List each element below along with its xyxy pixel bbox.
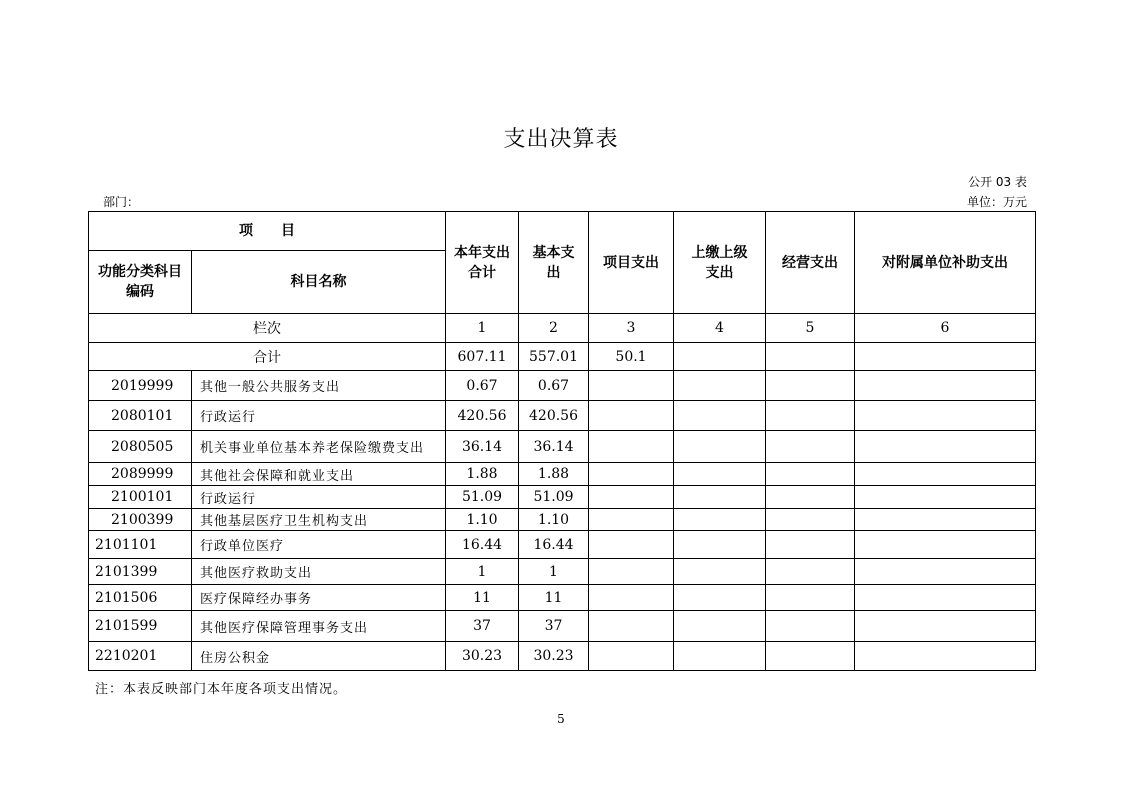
- function-code-cell: 2019999: [89, 371, 192, 401]
- table-row: [89, 431, 1036, 463]
- item-name-cell: 行政运行: [192, 486, 446, 509]
- table-row: [89, 463, 1036, 486]
- item-name-cell: 其他基层医疗卫生机构支出: [192, 509, 446, 531]
- header-operating-expenditure: 经营支出: [766, 212, 855, 314]
- table-row: [89, 401, 1036, 431]
- amount-cell: 1.88: [446, 463, 519, 486]
- sum-label: 合计: [89, 343, 446, 371]
- amount-cell: 36.14: [519, 431, 589, 463]
- item-name-cell: 其他社会保障和就业支出: [192, 463, 446, 486]
- amount-cell: 16.44: [446, 531, 519, 559]
- function-code-cell: 2089999: [89, 463, 192, 486]
- amount-cell: [855, 642, 1036, 671]
- amount-cell: [855, 463, 1036, 486]
- amount-cell: [589, 559, 674, 585]
- item-name-cell: 行政运行: [192, 401, 446, 431]
- header-project: 项 目: [89, 212, 446, 251]
- table-row: [89, 371, 1036, 401]
- amount-cell: [674, 371, 766, 401]
- amount-cell: 37: [519, 611, 589, 642]
- function-code-cell: 2100101: [89, 486, 192, 509]
- column-number: 3: [589, 314, 674, 343]
- header-subsidy-expenditure: 对附属单位补助支出: [855, 212, 1036, 314]
- column-number: 5: [766, 314, 855, 343]
- function-code-cell: 2101399: [89, 559, 192, 585]
- amount-cell: [766, 401, 855, 431]
- amount-cell: [766, 531, 855, 559]
- amount-cell: [674, 585, 766, 611]
- function-code-cell: 2080101: [89, 401, 192, 431]
- amount-cell: [766, 463, 855, 486]
- column-number-label: 栏次: [89, 314, 446, 343]
- amount-cell: [855, 371, 1036, 401]
- amount-cell: 51.09: [446, 486, 519, 509]
- item-name-cell: 其他一般公共服务支出: [192, 371, 446, 401]
- item-name-cell: 其他医疗保障管理事务支出: [192, 611, 446, 642]
- table-row: [89, 486, 1036, 509]
- amount-cell: 1.88: [519, 463, 589, 486]
- amount-cell: 36.14: [446, 431, 519, 463]
- amount-cell: [674, 486, 766, 509]
- amount-cell: [674, 611, 766, 642]
- sum-value: 607.11: [446, 343, 519, 371]
- column-number-row: [89, 314, 1036, 343]
- amount-cell: [766, 431, 855, 463]
- department-label: 部门：: [103, 195, 140, 209]
- amount-cell: [766, 559, 855, 585]
- table-row: [89, 611, 1036, 642]
- amount-cell: [674, 559, 766, 585]
- amount-cell: 0.67: [519, 371, 589, 401]
- table-row: [89, 531, 1036, 559]
- amount-cell: 30.23: [519, 642, 589, 671]
- page-title: 支出决算表: [503, 127, 619, 152]
- column-number: 1: [446, 314, 519, 343]
- amount-cell: 420.56: [519, 401, 589, 431]
- amount-cell: [589, 585, 674, 611]
- amount-cell: 1: [519, 559, 589, 585]
- header-function-code: 功能分类科目编码: [89, 251, 192, 314]
- item-name-cell: 机关事业单位基本养老保险缴费支出: [192, 431, 446, 463]
- form-number: 公开 03 表: [968, 175, 1027, 189]
- amount-cell: 30.23: [446, 642, 519, 671]
- column-number: 6: [855, 314, 1036, 343]
- header-total-expenditure: 本年支出合计: [446, 212, 519, 314]
- amount-cell: [674, 509, 766, 531]
- page-number: 5: [557, 712, 565, 726]
- amount-cell: 1.10: [519, 509, 589, 531]
- function-code-cell: 2101599: [89, 611, 192, 642]
- sum-value: 557.01: [519, 343, 589, 371]
- amount-cell: [674, 431, 766, 463]
- amount-cell: [766, 585, 855, 611]
- amount-cell: [589, 463, 674, 486]
- column-number: 4: [674, 314, 766, 343]
- amount-cell: [855, 531, 1036, 559]
- function-code-cell: 2101506: [89, 585, 192, 611]
- amount-cell: [674, 642, 766, 671]
- expenditure-table: [88, 211, 1036, 671]
- item-name-cell: 住房公积金: [192, 642, 446, 671]
- amount-cell: [855, 559, 1036, 585]
- table-row: [89, 559, 1036, 585]
- amount-cell: 0.67: [446, 371, 519, 401]
- amount-cell: [766, 642, 855, 671]
- amount-cell: 16.44: [519, 531, 589, 559]
- amount-cell: 11: [519, 585, 589, 611]
- table-note: 注：本表反映部门本年度各项支出情况。: [95, 682, 348, 697]
- amount-cell: [855, 585, 1036, 611]
- amount-cell: 51.09: [519, 486, 589, 509]
- amount-cell: [589, 486, 674, 509]
- amount-cell: [855, 486, 1036, 509]
- function-code-cell: 2100399: [89, 509, 192, 531]
- amount-cell: [766, 486, 855, 509]
- unit-label: 单位：万元: [966, 195, 1027, 209]
- amount-cell: 1.10: [446, 509, 519, 531]
- header-basic-expenditure: 基本支出: [519, 212, 589, 314]
- header-turnover-expenditure: 上缴上级支出: [674, 212, 766, 314]
- sum-value: [855, 343, 1036, 371]
- amount-cell: [855, 401, 1036, 431]
- table-row: [89, 585, 1036, 611]
- amount-cell: [855, 431, 1036, 463]
- amount-cell: [766, 611, 855, 642]
- amount-cell: [766, 509, 855, 531]
- amount-cell: 37: [446, 611, 519, 642]
- amount-cell: [674, 401, 766, 431]
- sum-value: 50.1: [589, 343, 674, 371]
- header-project-expenditure: 项目支出: [589, 212, 674, 314]
- function-code-cell: 2101101: [89, 531, 192, 559]
- item-name-cell: 行政单位医疗: [192, 531, 446, 559]
- amount-cell: [674, 531, 766, 559]
- amount-cell: 420.56: [446, 401, 519, 431]
- amount-cell: [589, 431, 674, 463]
- amount-cell: [589, 401, 674, 431]
- function-code-cell: 2080505: [89, 431, 192, 463]
- function-code-cell: 2210201: [89, 642, 192, 671]
- sum-row: [89, 343, 1036, 371]
- table-row: [89, 642, 1036, 671]
- item-name-cell: 医疗保障经办事务: [192, 585, 446, 611]
- column-number: 2: [519, 314, 589, 343]
- amount-cell: [589, 371, 674, 401]
- amount-cell: [674, 463, 766, 486]
- amount-cell: 11: [446, 585, 519, 611]
- header-item-name: 科目名称: [192, 251, 446, 314]
- amount-cell: [589, 642, 674, 671]
- amount-cell: [589, 509, 674, 531]
- sum-value: [674, 343, 766, 371]
- table-row: [89, 509, 1036, 531]
- sum-value: [766, 343, 855, 371]
- amount-cell: [589, 531, 674, 559]
- amount-cell: [855, 509, 1036, 531]
- amount-cell: [766, 371, 855, 401]
- item-name-cell: 其他医疗救助支出: [192, 559, 446, 585]
- amount-cell: [855, 611, 1036, 642]
- amount-cell: [589, 611, 674, 642]
- amount-cell: 1: [446, 559, 519, 585]
